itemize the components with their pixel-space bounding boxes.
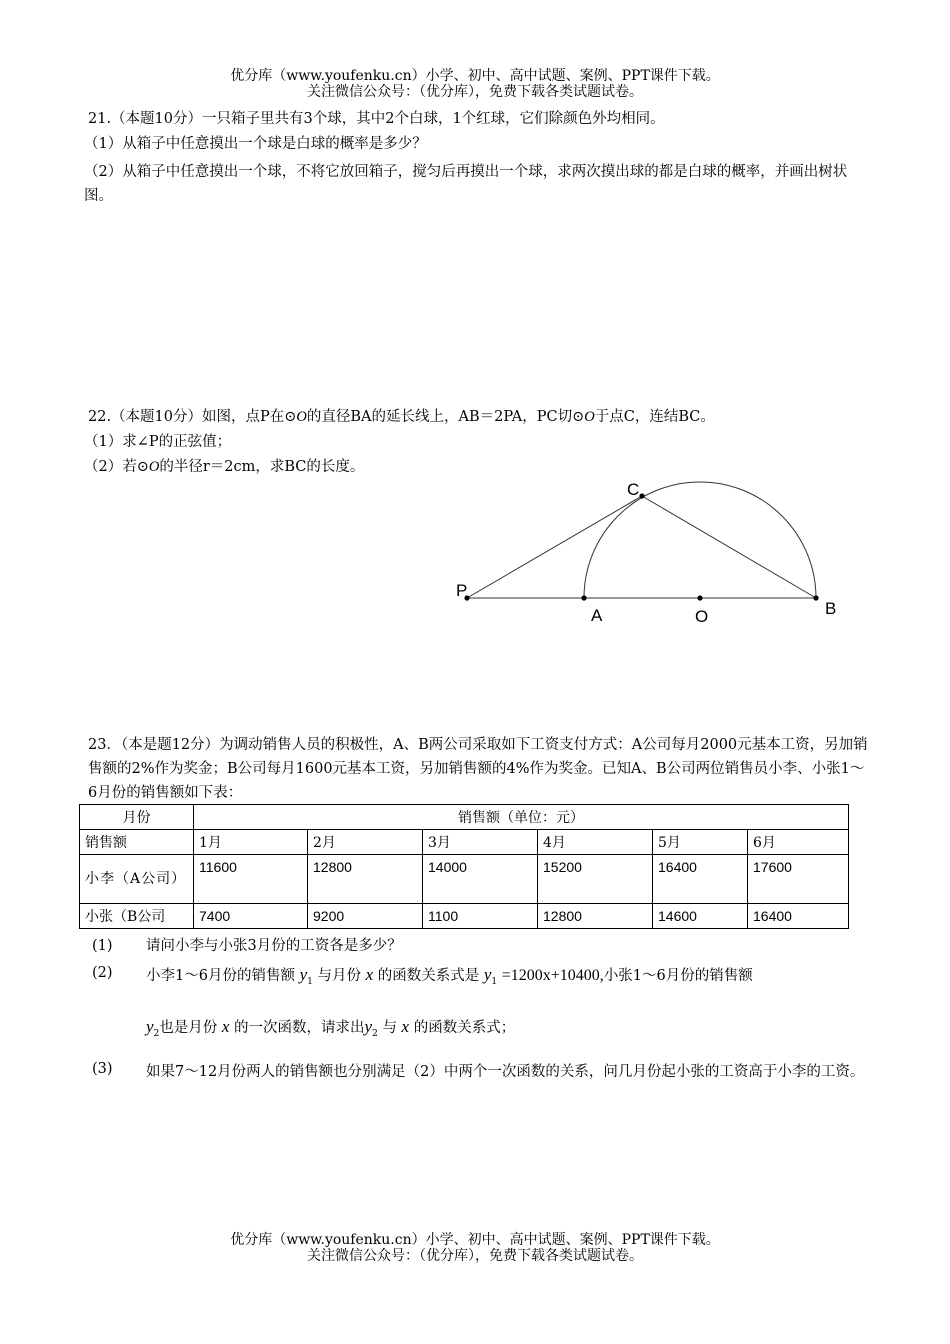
value-cell: 16400 xyxy=(748,904,849,929)
month-cell: 6月 xyxy=(748,830,849,855)
header-line-1: 优分库（www.youfenku.cn）小学、初中、高中试题、案例、PPT课件下载。 xyxy=(230,68,720,84)
point-a xyxy=(581,595,586,600)
month-cell: 3月 xyxy=(423,830,538,855)
q21-part2: （2）从箱子中任意摸出一个球，不将它放回箱子，搅匀后再摸出一个球，求两次摸出球的都是白球的概率，并画出树状图。 xyxy=(84,164,848,204)
value-cell: 15200 xyxy=(538,855,653,904)
q23-3-text: 如果7～12月份两人的销售额也分别满足（2）中两个一次函数的关系，问几月份起小张的工资高于小李的工资。 xyxy=(146,1064,865,1080)
row-name: 小张（B公司 xyxy=(80,904,194,929)
table-row xyxy=(80,904,849,929)
sales-table xyxy=(79,804,849,929)
header-line-2: 关注微信公众号：（优分库），免费下载各类试题试卷。 xyxy=(307,84,643,100)
table-header-row xyxy=(80,805,849,830)
value-cell: 14600 xyxy=(653,904,748,929)
month-cell: 5月 xyxy=(653,830,748,855)
footer-line-1: 优分库（www.youfenku.cn）小学、初中、高中试题、案例、PPT课件下载。 xyxy=(230,1232,720,1248)
value-cell: 9200 xyxy=(308,904,423,929)
label-b: B xyxy=(825,599,837,618)
label-c: C xyxy=(627,480,640,499)
month-cell: 4月 xyxy=(538,830,653,855)
value-cell: 11600 xyxy=(194,855,308,904)
row-name: 小李（A公司） xyxy=(80,855,194,904)
corner-bottom: 销售额 xyxy=(80,830,194,855)
q23-1-text: 请问小李与小张3月份的工资各是多少？ xyxy=(146,938,402,954)
label-p: P xyxy=(456,581,468,600)
month-cell: 2月 xyxy=(308,830,423,855)
q23-2-line1: 小李1～6月份的销售额 $y_1$ 与月份 x 的函数关系式是 $y_1 =1200x+10400$,小张1～6月份的销售额 xyxy=(146,965,753,987)
label-o: O xyxy=(695,607,709,626)
q23-2-num: (2) xyxy=(92,965,113,981)
point-c xyxy=(639,493,644,498)
table-row xyxy=(80,855,849,904)
chord-line-bc xyxy=(642,496,816,598)
q21-part1: （1）从箱子中任意摸出一个球是白球的概率是多少？ xyxy=(84,136,427,152)
group-header: 销售额（单位：元） xyxy=(194,805,849,830)
q23-3-num: (3) xyxy=(92,1061,113,1077)
value-cell: 7400 xyxy=(194,904,308,929)
q22-stem: 22.（本题10分）如图，点P在⊙O的直径BA的延长线上，AB＝2PA，PC切⊙O于点C，连结BC。 xyxy=(88,409,715,425)
q23-1-num: (1) xyxy=(92,938,113,954)
q23-stem: 23．（本是题12分）为调动销售人员的积极性，A、B两公司采取如下工资支付方式：A公司每月2000元基本工资，另加销售额的2%作为奖金；B公司每月1600元基本工资，另加销售额的4%作为奖金。已知A、B公司两位销售员小李、小张1～6月份的销售额如下表： xyxy=(88,737,868,801)
value-cell: 1100 xyxy=(423,904,538,929)
value-cell: 12800 xyxy=(308,855,423,904)
value-cell: 14000 xyxy=(423,855,538,904)
table-month-row xyxy=(80,830,849,855)
month-cell: 1月 xyxy=(194,830,308,855)
value-cell: 16400 xyxy=(653,855,748,904)
q21-stem: 21.（本题10分）一只箱子里共有3个球，其中2个白球，1个红球，它们除颜色外均相同。 xyxy=(88,111,665,127)
semicircle-arc xyxy=(584,482,816,598)
point-o xyxy=(697,595,702,600)
corner-top: 月份 xyxy=(80,805,194,830)
q22-part1: （1）求∠P的正弦值； xyxy=(84,434,232,450)
q23-2-line2: $y_2$也是月份 x 的一次函数，请求出$y_2$ 与 x 的函数关系式； xyxy=(146,1017,516,1039)
value-cell: 17600 xyxy=(748,855,849,904)
footer-line-2: 关注微信公众号：（优分库），免费下载各类试题试卷。 xyxy=(307,1248,643,1264)
value-cell: 12800 xyxy=(538,904,653,929)
label-a: A xyxy=(591,606,603,625)
point-b xyxy=(813,595,818,600)
tangent-line-pc xyxy=(467,496,642,598)
q22-part2: （2）若⊙O的半径r＝2cm，求BC的长度。 xyxy=(84,459,365,475)
